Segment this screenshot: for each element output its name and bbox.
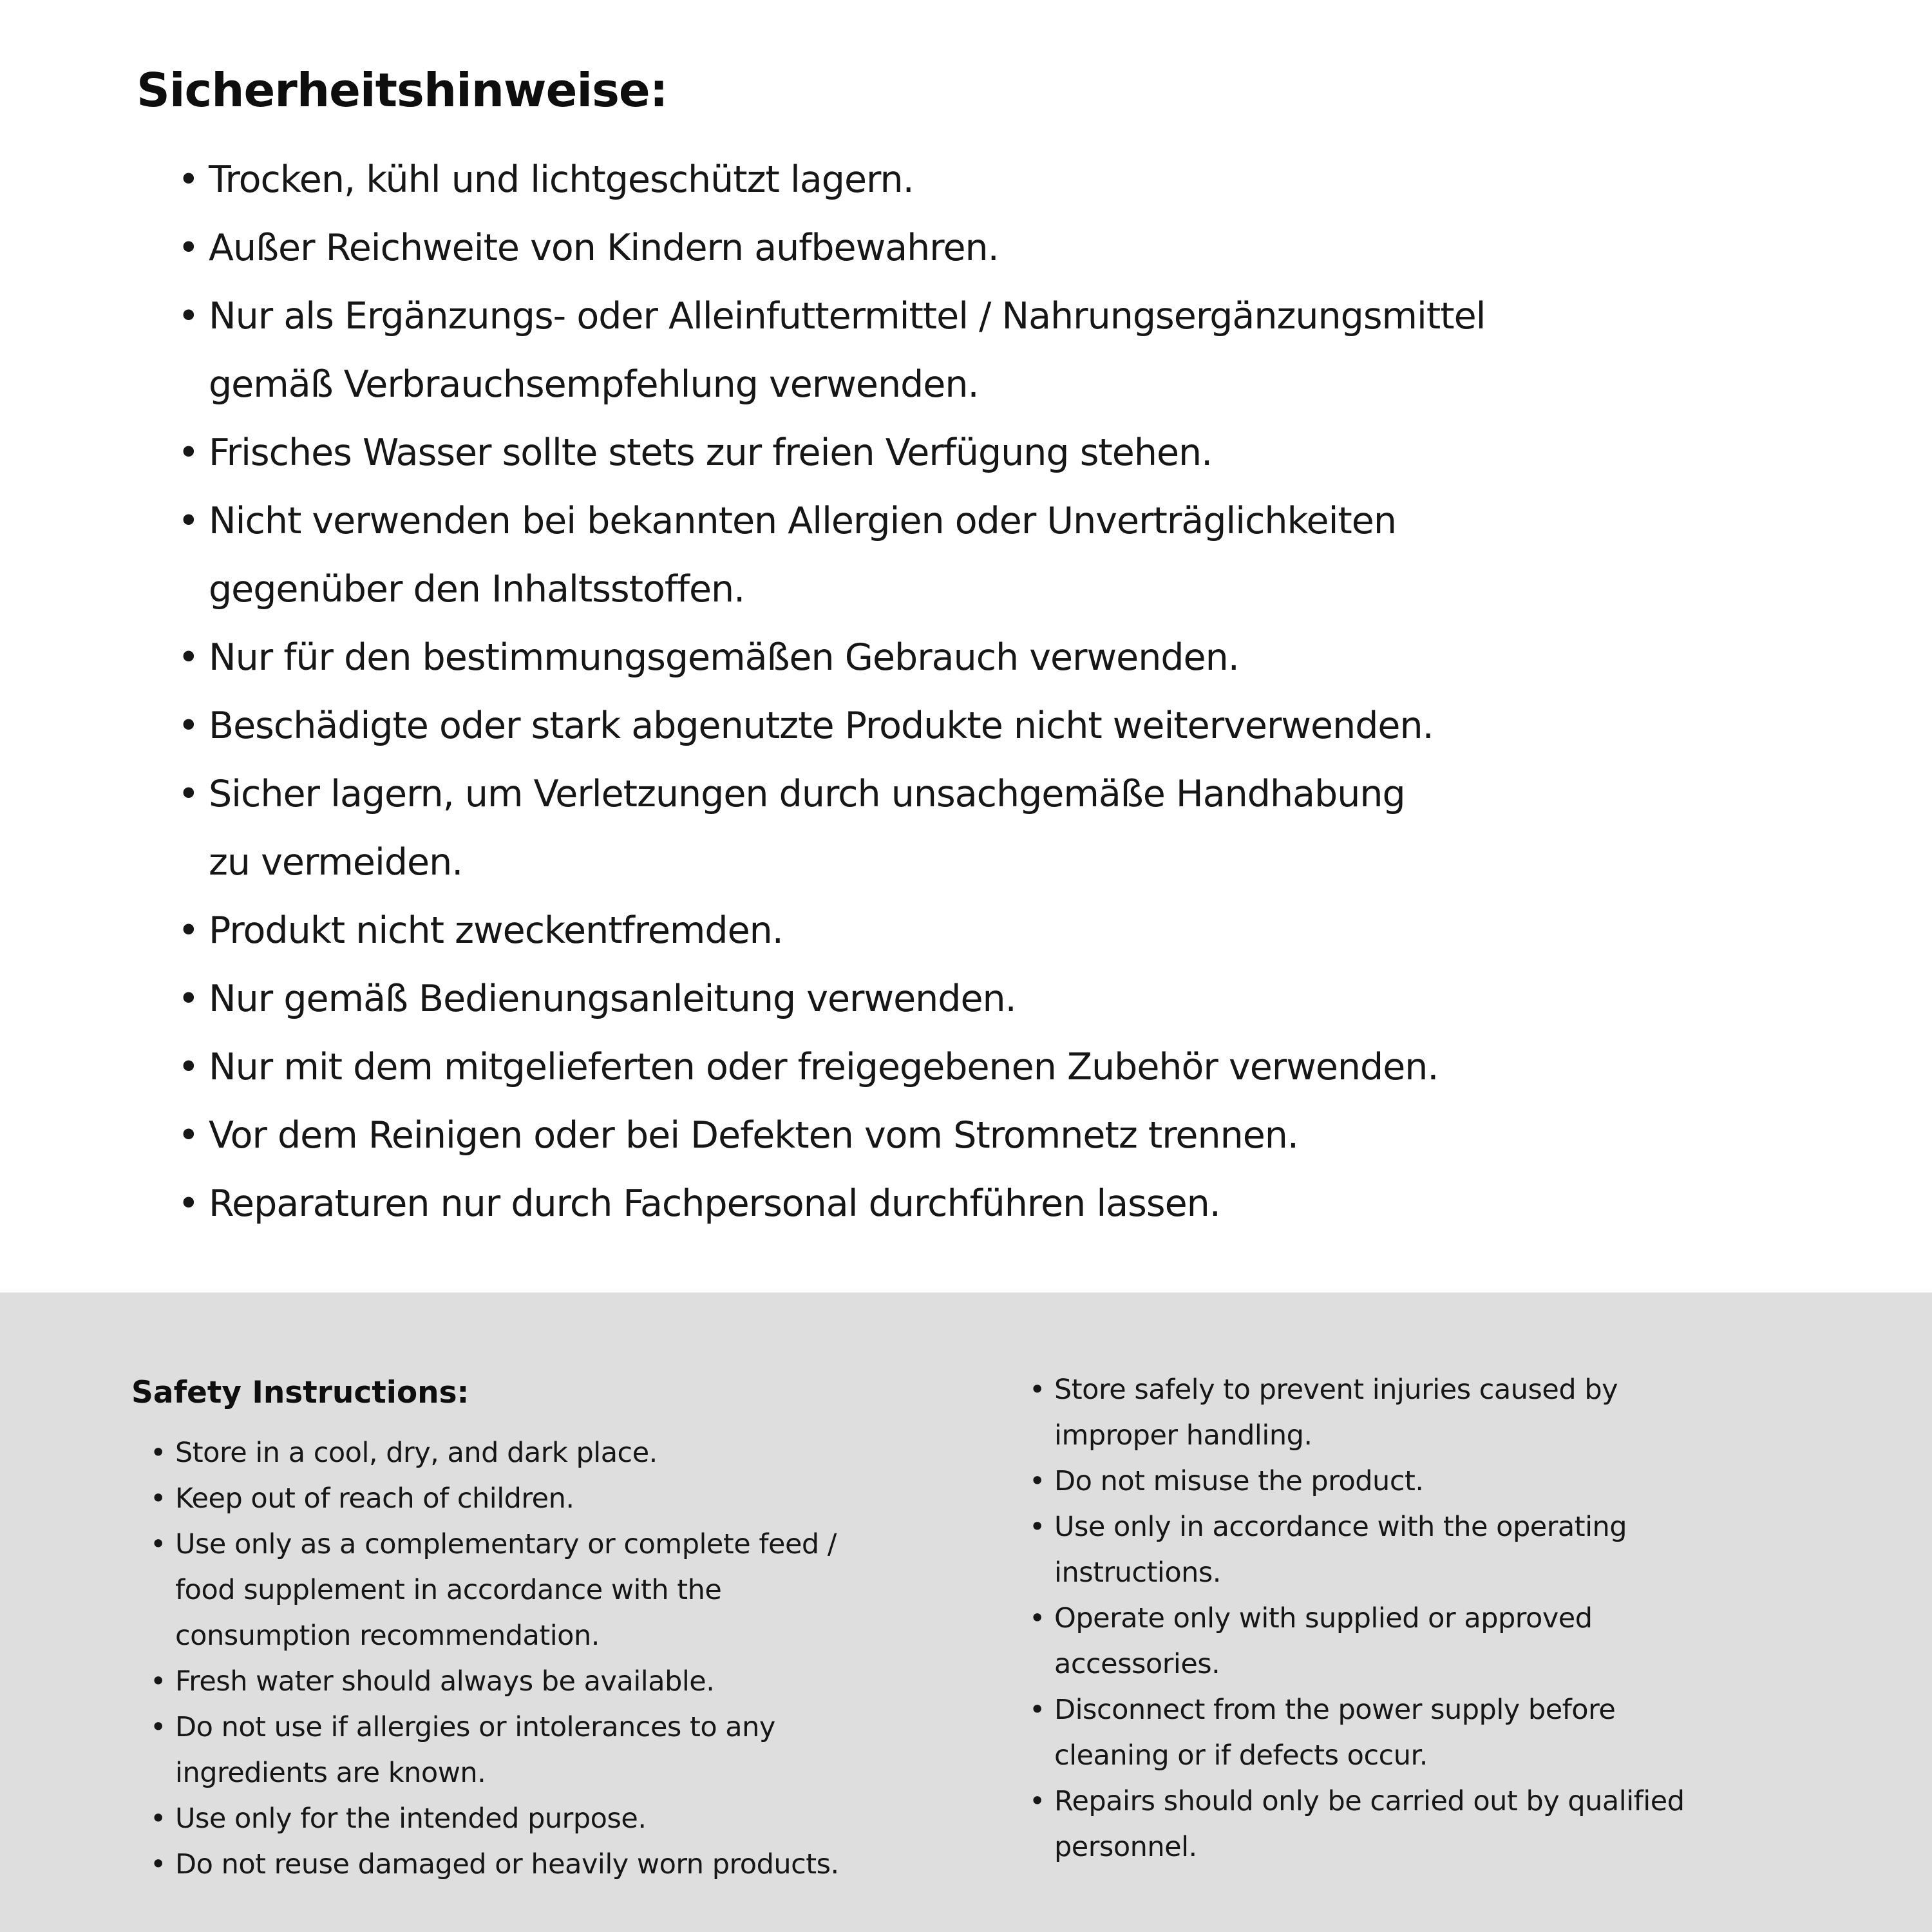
list-item: [1029, 1779, 1685, 1870]
bullet-text: Nur als Ergänzungs- oder Alleinfuttermittel / Nahrungsergänzungsmittel: [209, 295, 1486, 337]
bullet-icon: •: [178, 1114, 199, 1157]
bullet-text: Do not reuse damaged or heavily worn products.: [175, 1848, 839, 1880]
list-item: [178, 896, 1486, 965]
list-item: [178, 214, 1486, 282]
list-item: [150, 1659, 839, 1705]
bullet-icon: •: [178, 431, 199, 474]
bullet-text: Nur gemäß Bedienungsanleitung verwenden.: [209, 978, 1016, 1020]
bullet-icon: •: [1029, 1374, 1045, 1406]
bullet-text: Reparaturen nur durch Fachpersonal durchführen lassen.: [209, 1182, 1220, 1225]
bullet-icon: •: [178, 1182, 199, 1225]
list-item: [178, 1101, 1486, 1170]
german-bullet-list: [178, 146, 1486, 1238]
bullet-text: Store safely to prevent injuries caused by: [1054, 1374, 1618, 1406]
bullet-icon: •: [150, 1437, 166, 1469]
list-item: [178, 692, 1486, 760]
english-right-column: [1029, 1367, 1685, 1870]
bullet-icon: •: [178, 1046, 199, 1088]
bullet-text: Do not use if allergies or intolerances to any: [175, 1711, 775, 1743]
list-item: [150, 1476, 839, 1522]
english-left-column: [150, 1430, 839, 1888]
list-item: [1029, 1504, 1685, 1596]
bullet-text: Use only for the intended purpose.: [175, 1803, 647, 1835]
bullet-text: gemäß Verbrauchsempfehlung verwenden.: [209, 363, 979, 406]
bullet-icon: •: [1029, 1465, 1045, 1497]
bullet-icon: •: [178, 705, 199, 747]
bullet-icon: •: [150, 1803, 166, 1835]
list-item: [178, 623, 1486, 692]
bullet-text: Do not misuse the product.: [1054, 1465, 1424, 1497]
bullet-icon: •: [1029, 1785, 1045, 1817]
bullet-icon: •: [178, 773, 199, 815]
bullet-text: cleaning or if defects occur.: [1054, 1739, 1428, 1772]
bullet-icon: •: [150, 1482, 166, 1515]
german-heading: Sicherheitshinweise:: [137, 63, 668, 117]
english-section: [0, 1293, 1932, 1932]
list-item: [178, 282, 1486, 419]
list-item: [150, 1522, 839, 1659]
bullet-text: Use only in accordance with the operating: [1054, 1511, 1627, 1543]
list-item: [1029, 1367, 1685, 1459]
bullet-text: Sicher lagern, um Verletzungen durch unsachgemäße Handhabung: [209, 773, 1405, 815]
bullet-text: Nicht verwenden bei bekannten Allergien oder Unverträglichkeiten: [209, 500, 1396, 542]
bullet-text: consumption recommendation.: [175, 1620, 600, 1652]
bullet-icon: •: [1029, 1602, 1045, 1634]
bullet-text: Vor dem Reinigen oder bei Defekten vom Stromnetz trennen.: [209, 1114, 1299, 1157]
bullet-icon: •: [178, 500, 199, 542]
bullet-icon: •: [150, 1665, 166, 1698]
list-item: [178, 760, 1486, 896]
bullet-icon: •: [178, 295, 199, 337]
bullet-icon: •: [1029, 1511, 1045, 1543]
bullet-icon: •: [178, 978, 199, 1020]
english-heading: Safety Instructions:: [131, 1375, 469, 1410]
bullet-text: Nur für den bestimmungsgemäßen Gebrauch verwenden.: [209, 636, 1239, 679]
bullet-text: Disconnect from the power supply before: [1054, 1694, 1616, 1726]
bullet-icon: •: [150, 1528, 166, 1560]
bullet-text: personnel.: [1054, 1831, 1197, 1863]
bullet-text: Store in a cool, dry, and dark place.: [175, 1437, 658, 1469]
bullet-text: Produkt nicht zweckentfremden.: [209, 909, 783, 952]
list-item: [1029, 1459, 1685, 1504]
bullet-text: Fresh water should always be available.: [175, 1665, 715, 1698]
bullet-text: gegenüber den Inhaltsstoffen.: [209, 568, 745, 611]
bullet-icon: •: [150, 1848, 166, 1880]
bullet-text: food supplement in accordance with the: [175, 1574, 722, 1606]
bullet-text: instructions.: [1054, 1557, 1221, 1589]
list-item: [150, 1842, 839, 1888]
bullet-icon: •: [178, 636, 199, 679]
list-item: [1029, 1596, 1685, 1687]
bullet-text: Repairs should only be carried out by qualified: [1054, 1785, 1685, 1817]
bullet-text: Trocken, kühl und lichtgeschützt lagern.: [209, 158, 914, 201]
bullet-text: Beschädigte oder stark abgenutzte Produkte nicht weiterverwenden.: [209, 705, 1434, 747]
bullet-text: Außer Reichweite von Kindern aufbewahren.: [209, 227, 999, 269]
bullet-icon: •: [178, 227, 199, 269]
list-item: [150, 1705, 839, 1796]
bullet-text: Use only as a complementary or complete feed /: [175, 1528, 837, 1560]
bullet-icon: •: [178, 158, 199, 201]
bullet-text: Operate only with supplied or approved: [1054, 1602, 1593, 1634]
bullet-icon: •: [1029, 1694, 1045, 1726]
list-item: [178, 487, 1486, 623]
list-item: [178, 146, 1486, 214]
list-item: [150, 1796, 839, 1842]
bullet-icon: •: [178, 909, 199, 952]
bullet-text: zu vermeiden.: [209, 841, 463, 884]
bullet-text: improper handling.: [1054, 1419, 1312, 1452]
list-item: [1029, 1687, 1685, 1779]
bullet-text: Keep out of reach of children.: [175, 1482, 574, 1515]
bullet-text: Nur mit dem mitgelieferten oder freigegebenen Zubehör verwenden.: [209, 1046, 1439, 1088]
bullet-text: Frisches Wasser sollte stets zur freien Verfügung stehen.: [209, 431, 1213, 474]
list-item: [178, 965, 1486, 1033]
list-item: [178, 1033, 1486, 1101]
list-item: [150, 1430, 839, 1476]
bullet-text: ingredients are known.: [175, 1757, 486, 1789]
bullet-icon: •: [150, 1711, 166, 1743]
list-item: [178, 1170, 1486, 1238]
bullet-text: accessories.: [1054, 1648, 1220, 1680]
list-item: [178, 419, 1486, 487]
